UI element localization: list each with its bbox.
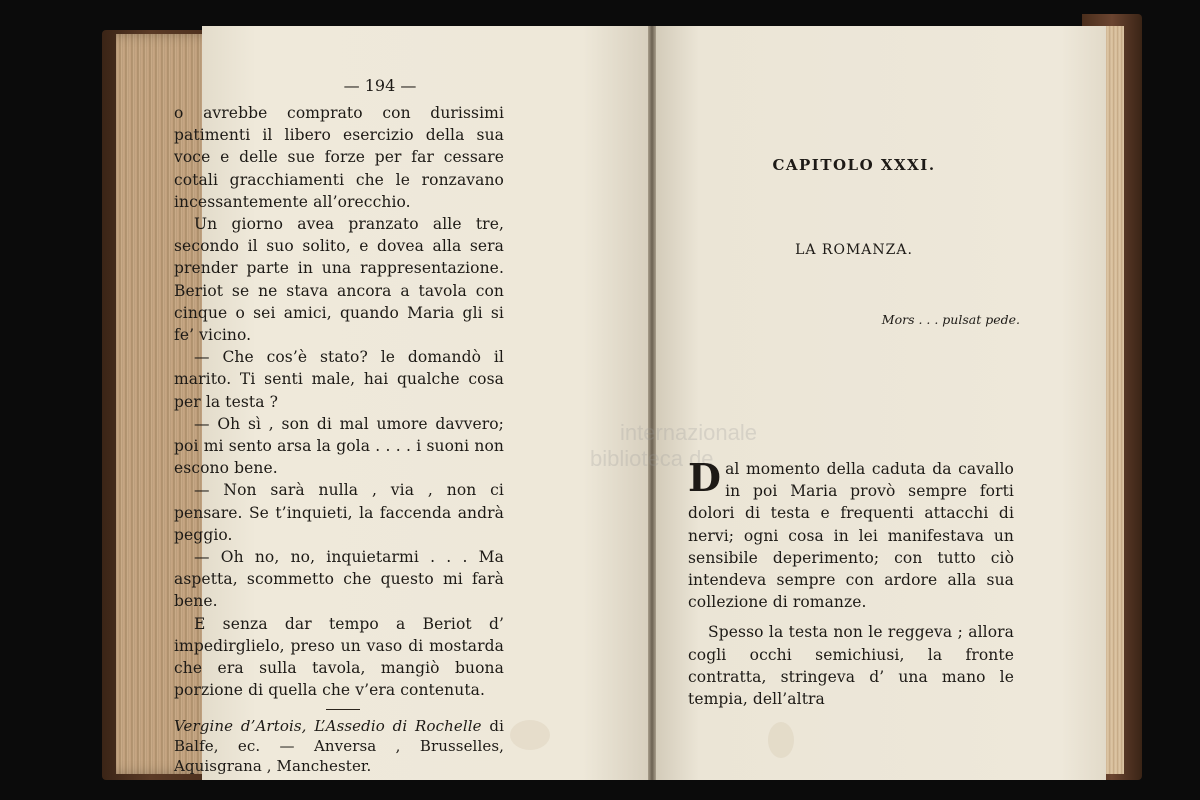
dialogue-line: — Che cos’è stato? le domandò il marito. Ti senti male, hai qualche cosa per la testa ? xyxy=(174,348,504,411)
watermark-line: internazionale xyxy=(620,420,757,445)
paper-stain xyxy=(768,722,794,758)
page-number: — 194 — xyxy=(343,76,417,95)
paragraph: o avrebbe comprato con durissimi patimenti il libero esercizio della sua voce e delle sue forze per far cessare cotali gracchiamenti che le ronzavano incessantemente all’orecchio. xyxy=(174,104,504,211)
paragraph: Spesso la testa non le reggeva ; allora cogli occhi semichiusi, la fronte contratta, stringeva d’ una mano le tempia, dell’altra xyxy=(688,623,1014,709)
paragraph-text: al momento della caduta da cavallo in poi Maria provò sempre forti dolori di testa e frequenti attacchi di nervi; ogni cosa in lei manifestava un sensibile deperimento; con tutto ciò intendeva sempre con ardore alla sua collezione di romanze. xyxy=(688,460,1014,612)
footnote xyxy=(174,716,504,776)
dialogue-line: — Oh no, no, inquietarmi . . . Ma aspetta, scommetto che questo mi farà bene. xyxy=(174,548,504,611)
chapter-title: CAPITOLO XXXI. xyxy=(772,156,936,174)
epigraph: Mors . . . pulsat pede. xyxy=(881,312,1020,327)
right-page-text xyxy=(688,455,1014,710)
dialogue-line: — Oh sì , son di mal umore davvero; poi mi sento arsa la gola . . . . i suoni non escono bene. xyxy=(174,414,504,478)
paragraph xyxy=(688,455,1014,613)
footnote-italic: Vergine d’Artois, L’Assedio di Rochelle xyxy=(174,717,482,736)
section-title: LA ROMANZA. xyxy=(795,242,913,258)
watermark-line: biblioteca de xyxy=(590,446,714,471)
dialogue-line: — Non sarà nulla , via , non ci pensare. Se t’inquieti, la faccenda andrà peggio. xyxy=(174,481,504,544)
footnote-text: di Balfe, ec. — Anversa , Brusselles, Aquisgrana , Manchester. xyxy=(174,717,504,776)
drop-cap: D xyxy=(688,455,722,500)
paragraph: Un giorno avea pranzato alle tre, secondo il suo solito, e dovea alla sera prender parte in una rappresentazione. Beriot se ne stava ancora a tavola con cinque o sei amici, quando Maria gli si fe’ vicino. xyxy=(174,215,504,345)
book-gutter xyxy=(648,26,656,780)
left-page-text xyxy=(174,102,504,776)
paragraph: E senza dar tempo a Beriot d’ impedirglielo, preso un vaso di mostarda che era sulla tavola, mangiò buona porzione di quella che v’era contenuta. xyxy=(174,614,504,700)
paper-stain xyxy=(510,720,550,750)
footnote-divider xyxy=(326,709,360,710)
